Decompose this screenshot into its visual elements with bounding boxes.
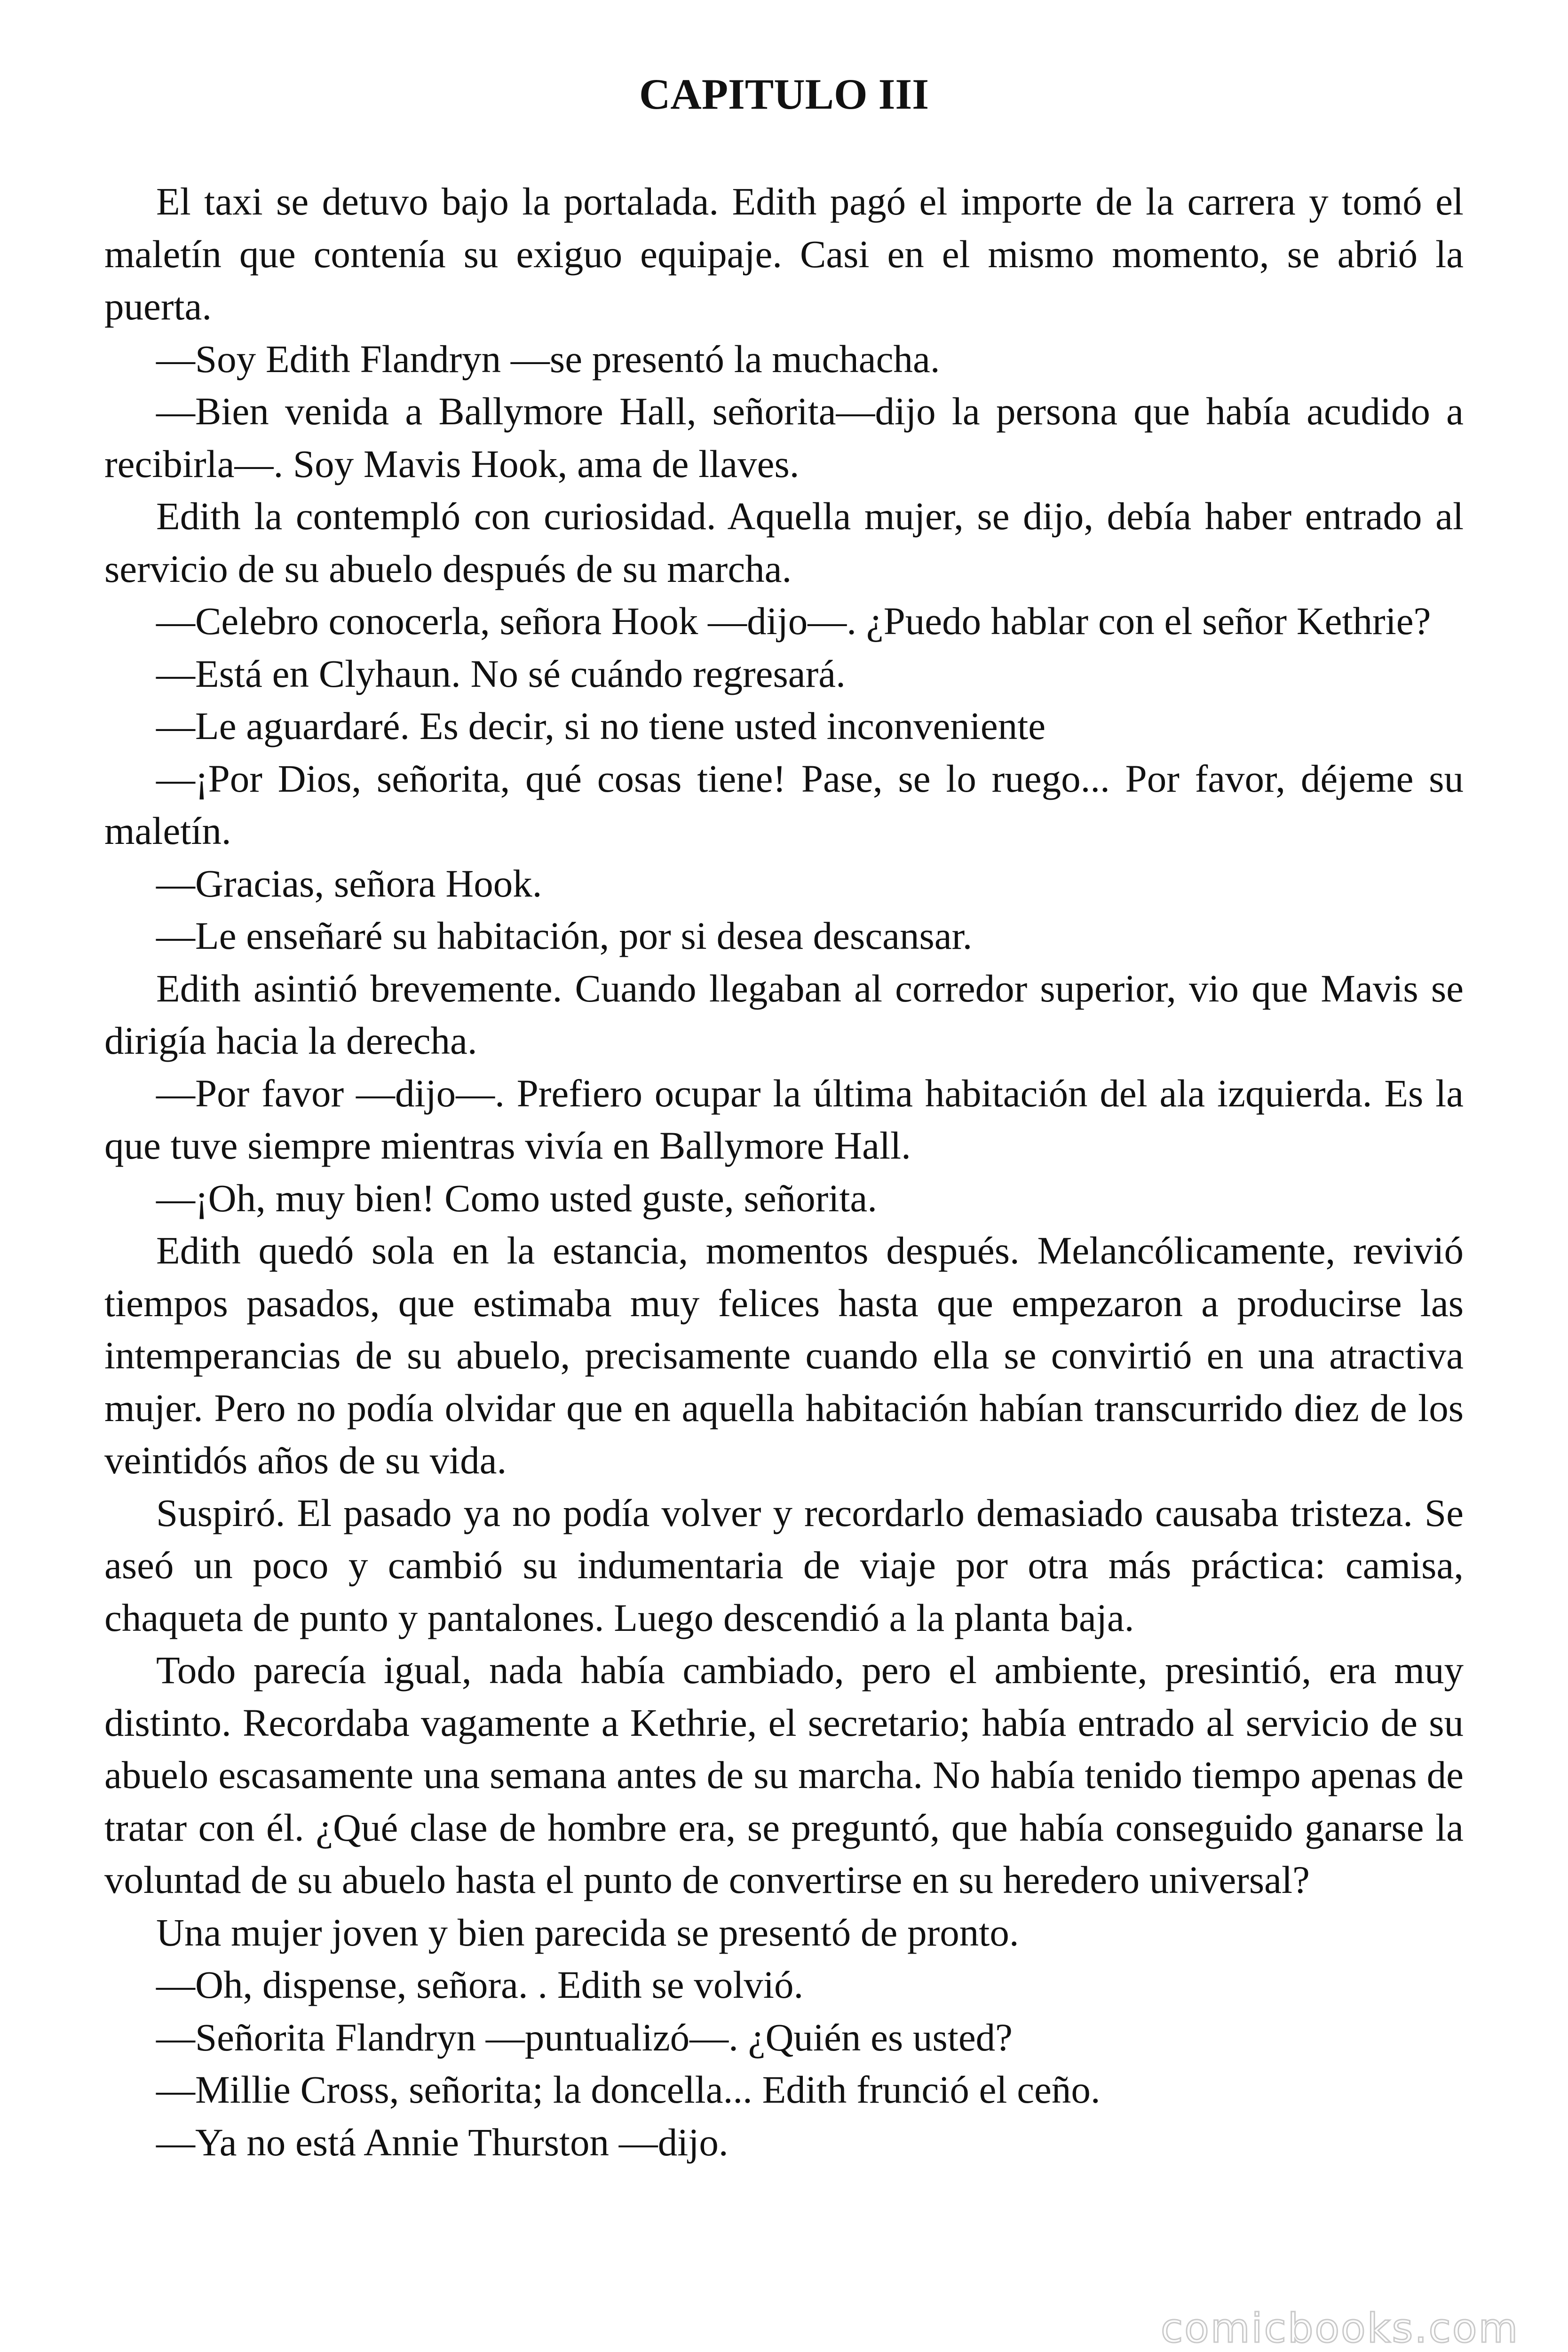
paragraph: —Oh, dispense, señora. . Edith se volvió.: [156, 1963, 804, 2006]
site-watermark: comicbooks.com: [1161, 2305, 1520, 2352]
paragraph: Edith quedó sola en la estancia, momentos después. Melancólicamente, revivió tiempos pasados, que estimaba muy felices hasta que empezaron a producirse las intemperancias de su abuelo, precisamente cuando ella se convirtió en una atractiva mujer. Pero no podía olvidar que en aquella habitación habían transcurrido diez de los veintidós años de su vida.: [104, 1229, 1464, 1482]
chapter-title: CAPITULO III: [639, 70, 929, 118]
paragraph: —¡Por Dios, señorita, qué cosas tiene! Pase, se lo ruego... Por favor, déjeme su maletín.: [104, 756, 1464, 852]
paragraph: Todo parecía igual, nada había cambiado, pero el ambiente, presintió, era muy distinto. Recordaba vagamente a Kethrie, el secretario; había entrado al servicio de su abuelo escasamente una semana antes de su marcha. No había tenido tiempo apenas de tratar con él. ¿Qué clase de hombre era, se preguntó, que había conseguido ganarse la voluntad de su abuelo hasta el punto de convertirse en su heredero universal?: [104, 1648, 1464, 1901]
paragraph: —¡Oh, muy bien! Como usted guste, señorita.: [156, 1176, 877, 1220]
paragraph: —Está en Clyhaun. No sé cuándo regresará.: [156, 652, 846, 695]
paragraph: —Soy Edith Flandryn —se presentó la muchacha.: [156, 337, 940, 381]
paragraph: El taxi se detuvo bajo la portalada. Edith pagó el importe de la carrera y tomó el maletín que contenía su exiguo equipaje. Casi en el mismo momento, se abrió la puerta.: [104, 180, 1464, 328]
paragraph: —Por favor —dijo—. Prefiero ocupar la última habitación del ala izquierda. Es la que tuve siempre mientras vivía en Ballymore Hall.: [104, 1071, 1464, 1167]
paragraph: Edith la contempló con curiosidad. Aquella mujer, se dijo, debía haber entrado al servicio de su abuelo después de su marcha.: [104, 494, 1464, 590]
paragraph: Una mujer joven y bien parecida se presentó de pronto.: [156, 1910, 1019, 1954]
paragraph: —Ya no está Annie Thurston —dijo.: [156, 2120, 729, 2164]
chapter-text: [104, 175, 1464, 2169]
paragraph: —Señorita Flandryn —puntualizó—. ¿Quién es usted?: [156, 2015, 1013, 2059]
paragraph: —Le enseñaré su habitación, por si desea descansar.: [156, 914, 973, 957]
paragraph: —Millie Cross, señorita; la doncella... Edith frunció el ceño.: [156, 2068, 1101, 2111]
paragraph: —Celebro conocerla, señora Hook —dijo—. ¿Puedo hablar con el señor Kethrie?: [156, 599, 1431, 643]
paragraph: —Gracias, señora Hook.: [156, 861, 542, 905]
paragraph: —Le aguardaré. Es decir, si no tiene usted inconveniente: [156, 704, 1046, 747]
paragraph: —Bien venida a Ballymore Hall, señorita—dijo la persona que había acudido a recibirla—. Soy Mavis Hook, ama de llaves.: [104, 389, 1464, 485]
paragraph: Suspiró. El pasado ya no podía volver y recordarlo demasiado causaba tristeza. Se aseó un poco y cambió su indumentaria de viaje por otra más práctica: camisa, chaqueta de punto y pantalones. Luego descendió a la planta baja.: [104, 1491, 1464, 1639]
paragraph: Edith asintió brevemente. Cuando llegaban al corredor superior, vio que Mavis se dirigía hacia la derecha.: [104, 966, 1464, 1062]
